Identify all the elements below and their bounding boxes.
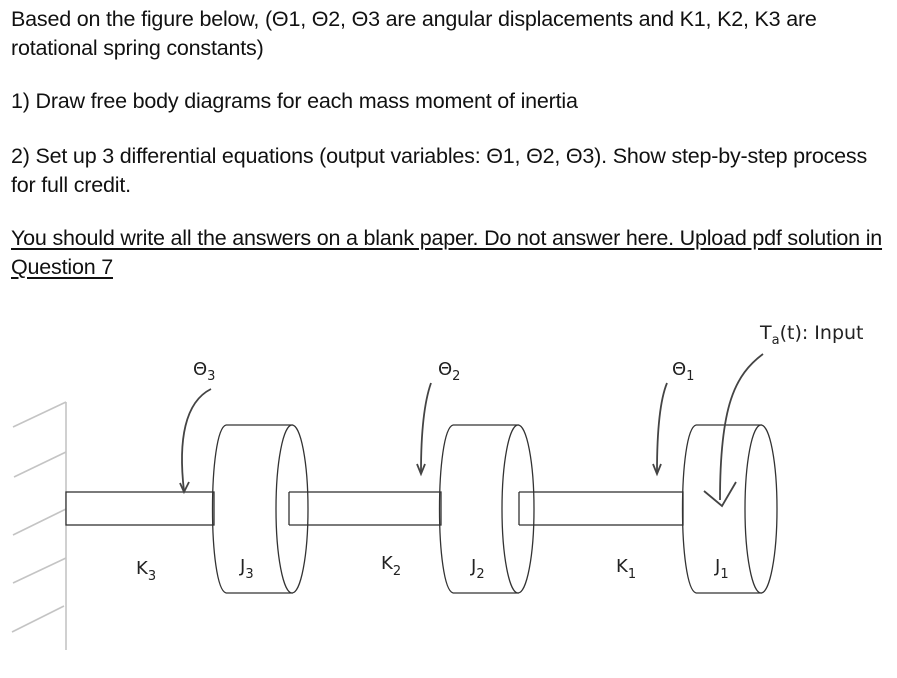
theta3-arrowhead (180, 482, 189, 492)
theta1-arrow (657, 383, 667, 472)
k1-label: $K_1$ (616, 556, 637, 582)
torque-label: $T_a(t)$: Input (760, 322, 864, 348)
torsional-system-diagram (0, 300, 897, 678)
j2-label: $J_2$ (471, 556, 485, 582)
question-intro: Based on the figure below, (Θ1, Θ2, Θ3 are angular displacements and K1, K2, K3 are rotational spring constants) (11, 7, 817, 60)
j3-label: $J_3$ (240, 556, 254, 582)
disk-j1 (683, 425, 778, 593)
disk-j3 (213, 425, 309, 593)
task-1: 1) Draw free body diagrams for each mass moment of inertia (11, 89, 578, 113)
shaft-k1 (519, 492, 683, 525)
disk-j2 (440, 425, 535, 593)
fixed-wall (12, 402, 66, 650)
k3-label: $K_3$ (136, 558, 157, 584)
j1-label: $J_1$ (715, 556, 729, 582)
theta3-arrow (182, 389, 211, 491)
theta2-arrow (421, 383, 431, 472)
k2-label: $K_2$ (381, 553, 402, 579)
theta3-label: $\Theta_3$ (193, 359, 216, 384)
task-2: 2) Set up 3 differential equations (output variables: Θ1, Θ2, Θ3). Show step-by-step process for full credit. (11, 144, 868, 197)
theta1-label: $\Theta_1$ (672, 359, 695, 384)
theta2-label: $\Theta_2$ (438, 359, 461, 384)
shaft-k2 (289, 492, 441, 525)
shaft-k3 (66, 492, 214, 525)
instruction: You should write all the answers on a blank paper. Do not answer here. Upload pdf solution in Question 7 (11, 226, 883, 279)
